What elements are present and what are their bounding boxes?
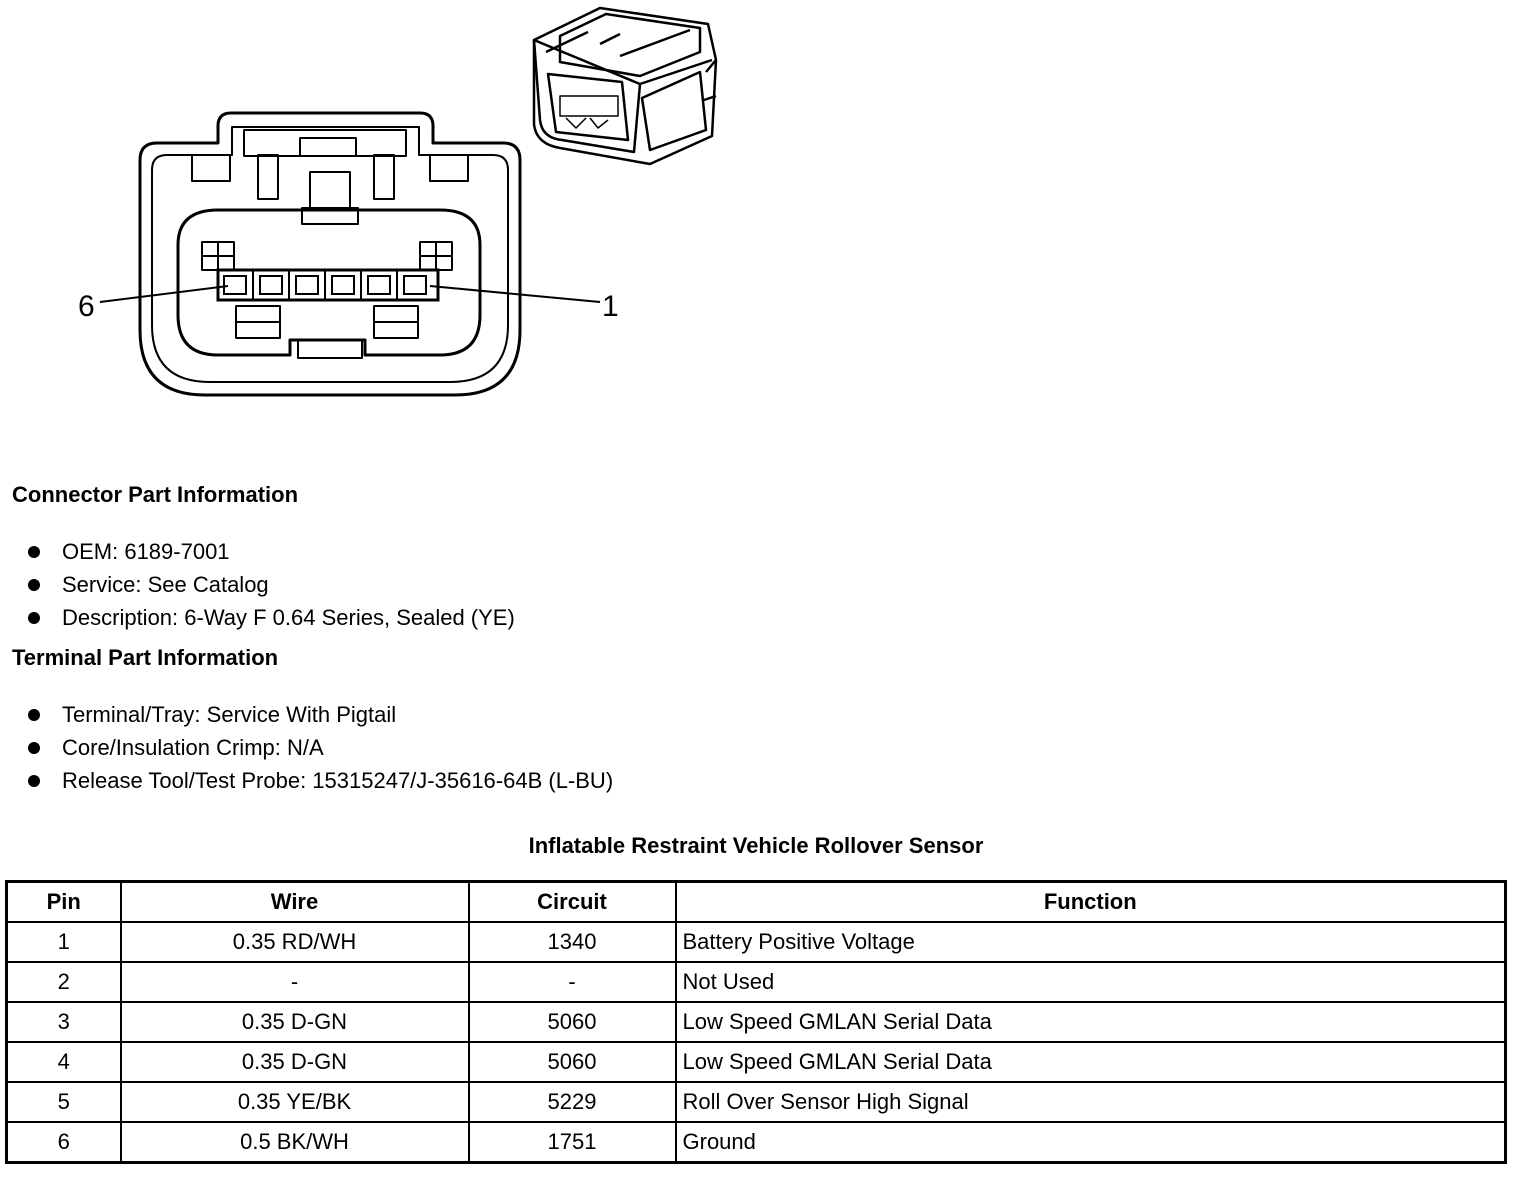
table-row xyxy=(7,922,1506,962)
cell-wire: 0.35 D-GN xyxy=(121,1002,469,1042)
pin-label-1: 1 xyxy=(602,290,619,323)
column-header-circuit: Circuit xyxy=(469,882,676,923)
list-item: Description: 6-Way F 0.64 Series, Sealed (YE) xyxy=(28,601,515,634)
table-title: Inflatable Restraint Vehicle Rollover Sensor xyxy=(528,833,984,858)
terminal-part-heading: Terminal Part Information xyxy=(12,645,279,670)
pinout-table xyxy=(5,880,1507,1164)
cell-wire: 0.5 BK/WH xyxy=(121,1122,469,1163)
column-header-pin: Pin xyxy=(7,882,121,923)
cell-circuit: 1340 xyxy=(469,922,676,962)
terminal-part-list xyxy=(28,698,613,797)
cell-circuit: 5060 xyxy=(469,1002,676,1042)
list-item: OEM: 6189-7001 xyxy=(28,535,515,568)
pin-label-6: 6 xyxy=(78,290,95,323)
cell-circuit: 5229 xyxy=(469,1082,676,1122)
cell-wire: 0.35 RD/WH xyxy=(121,922,469,962)
cell-pin: 2 xyxy=(7,962,121,1002)
connector-diagram xyxy=(0,0,760,440)
cell-circuit: - xyxy=(469,962,676,1002)
cell-function: Ground xyxy=(676,1122,1506,1163)
cell-function: Low Speed GMLAN Serial Data xyxy=(676,1042,1506,1082)
cell-pin: 4 xyxy=(7,1042,121,1082)
list-item: Service: See Catalog xyxy=(28,568,515,601)
connector-part-list xyxy=(28,535,515,634)
cell-wire: 0.35 D-GN xyxy=(121,1042,469,1082)
connector-isometric-view xyxy=(534,8,716,164)
list-item: Release Tool/Test Probe: 15315247/J-35616-64B (L-BU) xyxy=(28,764,613,797)
table-row xyxy=(7,1122,1506,1163)
cell-pin: 1 xyxy=(7,922,121,962)
cell-wire: 0.35 YE/BK xyxy=(121,1082,469,1122)
cell-function: Low Speed GMLAN Serial Data xyxy=(676,1002,1506,1042)
table-header-row xyxy=(7,882,1506,923)
cell-pin: 5 xyxy=(7,1082,121,1122)
cell-function: Roll Over Sensor High Signal xyxy=(676,1082,1506,1122)
list-item: Terminal/Tray: Service With Pigtail xyxy=(28,698,613,731)
table-row xyxy=(7,1082,1506,1122)
list-item: Core/Insulation Crimp: N/A xyxy=(28,731,613,764)
table-row xyxy=(7,962,1506,1002)
column-header-wire: Wire xyxy=(121,882,469,923)
cell-circuit: 1751 xyxy=(469,1122,676,1163)
cell-circuit: 5060 xyxy=(469,1042,676,1082)
table-row xyxy=(7,1002,1506,1042)
connector-part-heading: Connector Part Information xyxy=(12,482,299,507)
cell-pin: 6 xyxy=(7,1122,121,1163)
cell-function: Not Used xyxy=(676,962,1506,1002)
cell-pin: 3 xyxy=(7,1002,121,1042)
cell-wire: - xyxy=(121,962,469,1002)
cell-function: Battery Positive Voltage xyxy=(676,922,1506,962)
table-row xyxy=(7,1042,1506,1082)
column-header-function: Function xyxy=(676,882,1506,923)
terminal-row xyxy=(218,270,438,300)
